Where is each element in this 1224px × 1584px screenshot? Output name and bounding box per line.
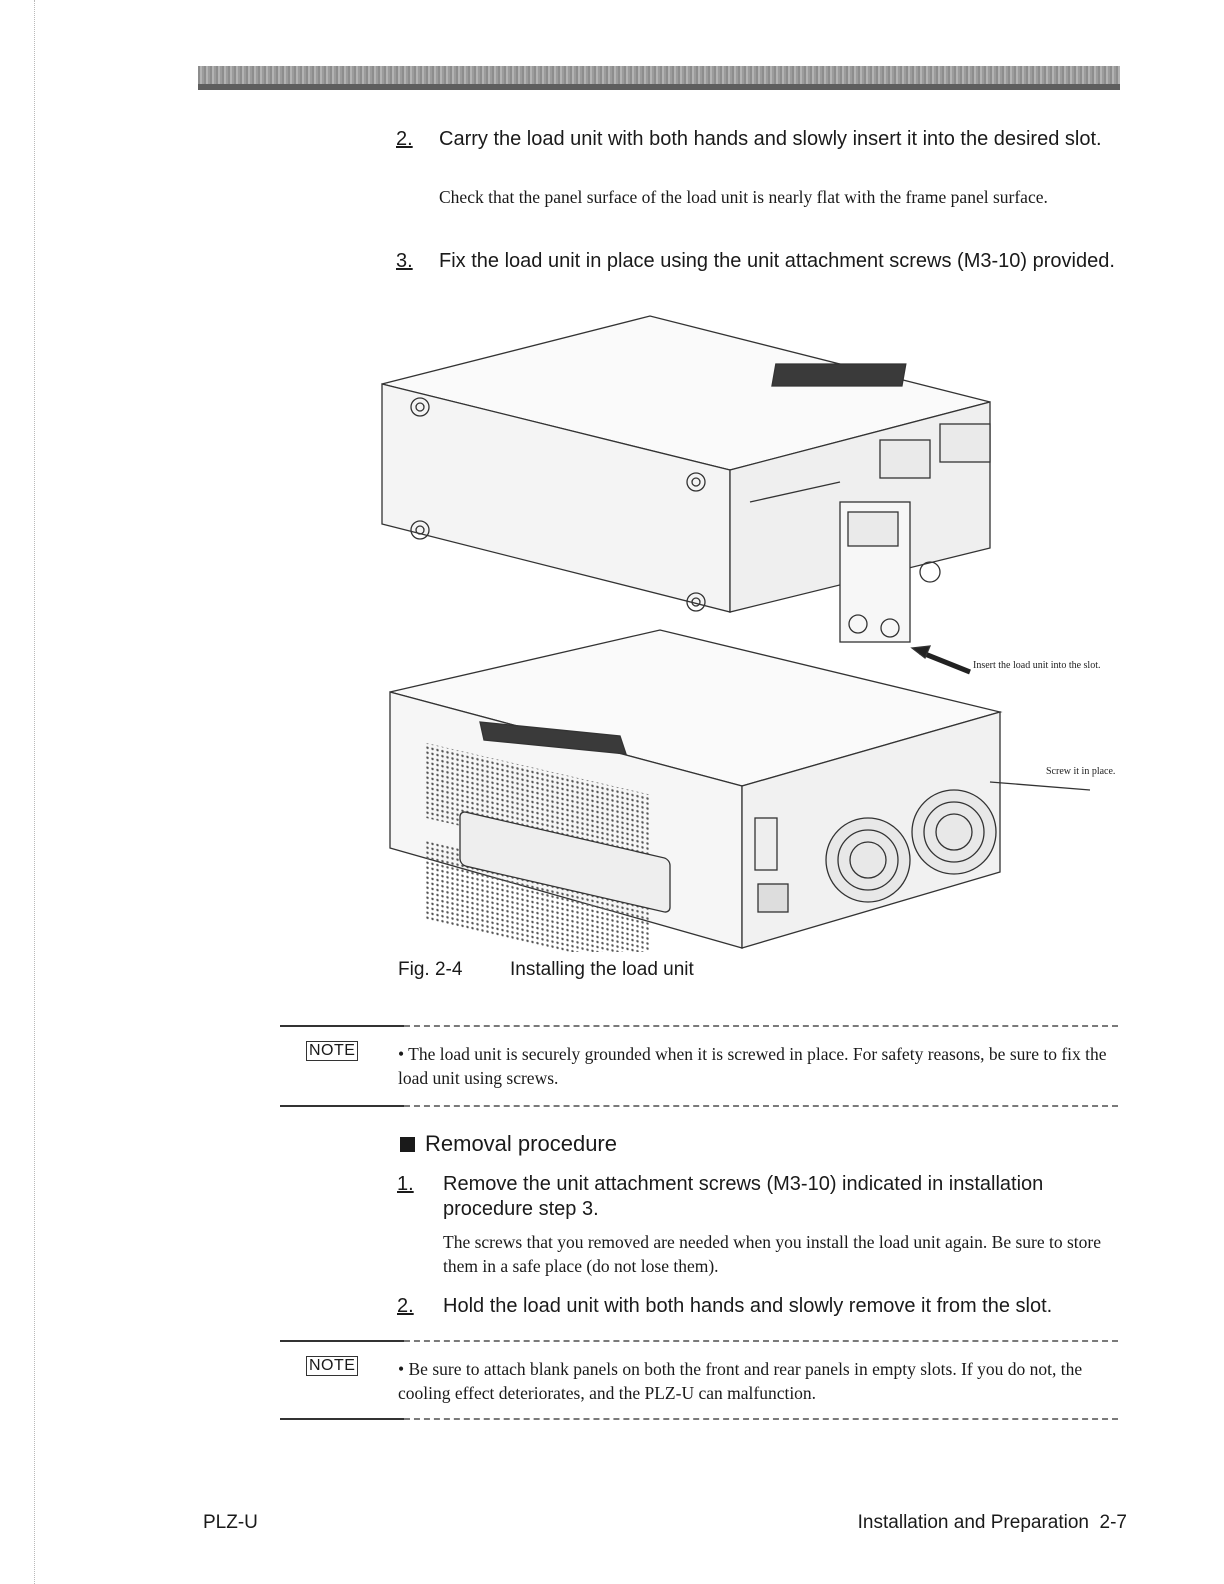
note2-text: • Be sure to attach blank panels on both the front and rear panels in empty slots. If you do not, the cooling effect deteriorates, and the PLZ-U can malfunction. <box>398 1359 1083 1403</box>
note1-tag: NOTE <box>306 1041 358 1061</box>
callout-screw: Screw it in place. <box>1046 766 1116 777</box>
footer-page: Installation and Preparation 2-7 <box>857 1512 1127 1533</box>
note1-rule-bottom <box>280 1105 404 1107</box>
section-heading <box>400 1131 617 1157</box>
square-bullet-icon <box>400 1137 415 1152</box>
step-3-text: Fix the load unit in place using the unit attachment screws (M3-10) provided. <box>439 250 1115 272</box>
lower-frame-drawing <box>390 630 1090 952</box>
removal-step-1-detail: The screws that you removed are needed when you install the load unit again. Be sure to store them in a safe place (do not lose them). <box>443 1232 1101 1276</box>
removal-step-2-number: 2. <box>397 1295 414 1317</box>
figure-caption: Installing the load unit <box>510 959 694 980</box>
note1-dash-bottom <box>404 1105 1118 1107</box>
removal-step-1-text: Remove the unit attachment screws (M3-10) indicated in installation procedure step 3. <box>443 1173 1044 1220</box>
section-heading-text: Removal procedure <box>425 1131 617 1156</box>
note2-rule-bottom <box>280 1418 404 1420</box>
note2-dash-bottom <box>404 1418 1118 1420</box>
removal-step-1-number: 1. <box>397 1173 414 1195</box>
step-3-number: 3. <box>396 250 413 272</box>
step-2-text: Carry the load unit with both hands and slowly insert it into the desired slot. <box>439 128 1102 150</box>
footer-product: PLZ-U <box>203 1512 258 1533</box>
load-unit-installation-figure <box>370 312 1120 952</box>
scan-margin-dots <box>34 0 35 1584</box>
upper-frame-drawing <box>382 316 990 642</box>
note1-text: • The load unit is securely grounded when it is screwed in place. For safety reasons, be sure to fix the load unit using screws. <box>398 1044 1107 1088</box>
note1-rule-top <box>280 1025 404 1027</box>
callout-insert: Insert the load unit into the slot. <box>973 660 1101 671</box>
figure-number: Fig. 2-4 <box>398 959 463 980</box>
step-2-number: 2. <box>396 128 413 150</box>
step-2-detail: Check that the panel surface of the load unit is nearly flat with the frame panel surface. <box>439 187 1048 207</box>
header-bar <box>198 66 1120 90</box>
note2-tag: NOTE <box>306 1356 358 1376</box>
note2-dash-top <box>404 1340 1118 1342</box>
note2-rule-top <box>280 1340 404 1342</box>
removal-step-2-text: Hold the load unit with both hands and slowly remove it from the slot. <box>443 1295 1053 1317</box>
note1-dash-top <box>404 1025 1118 1027</box>
